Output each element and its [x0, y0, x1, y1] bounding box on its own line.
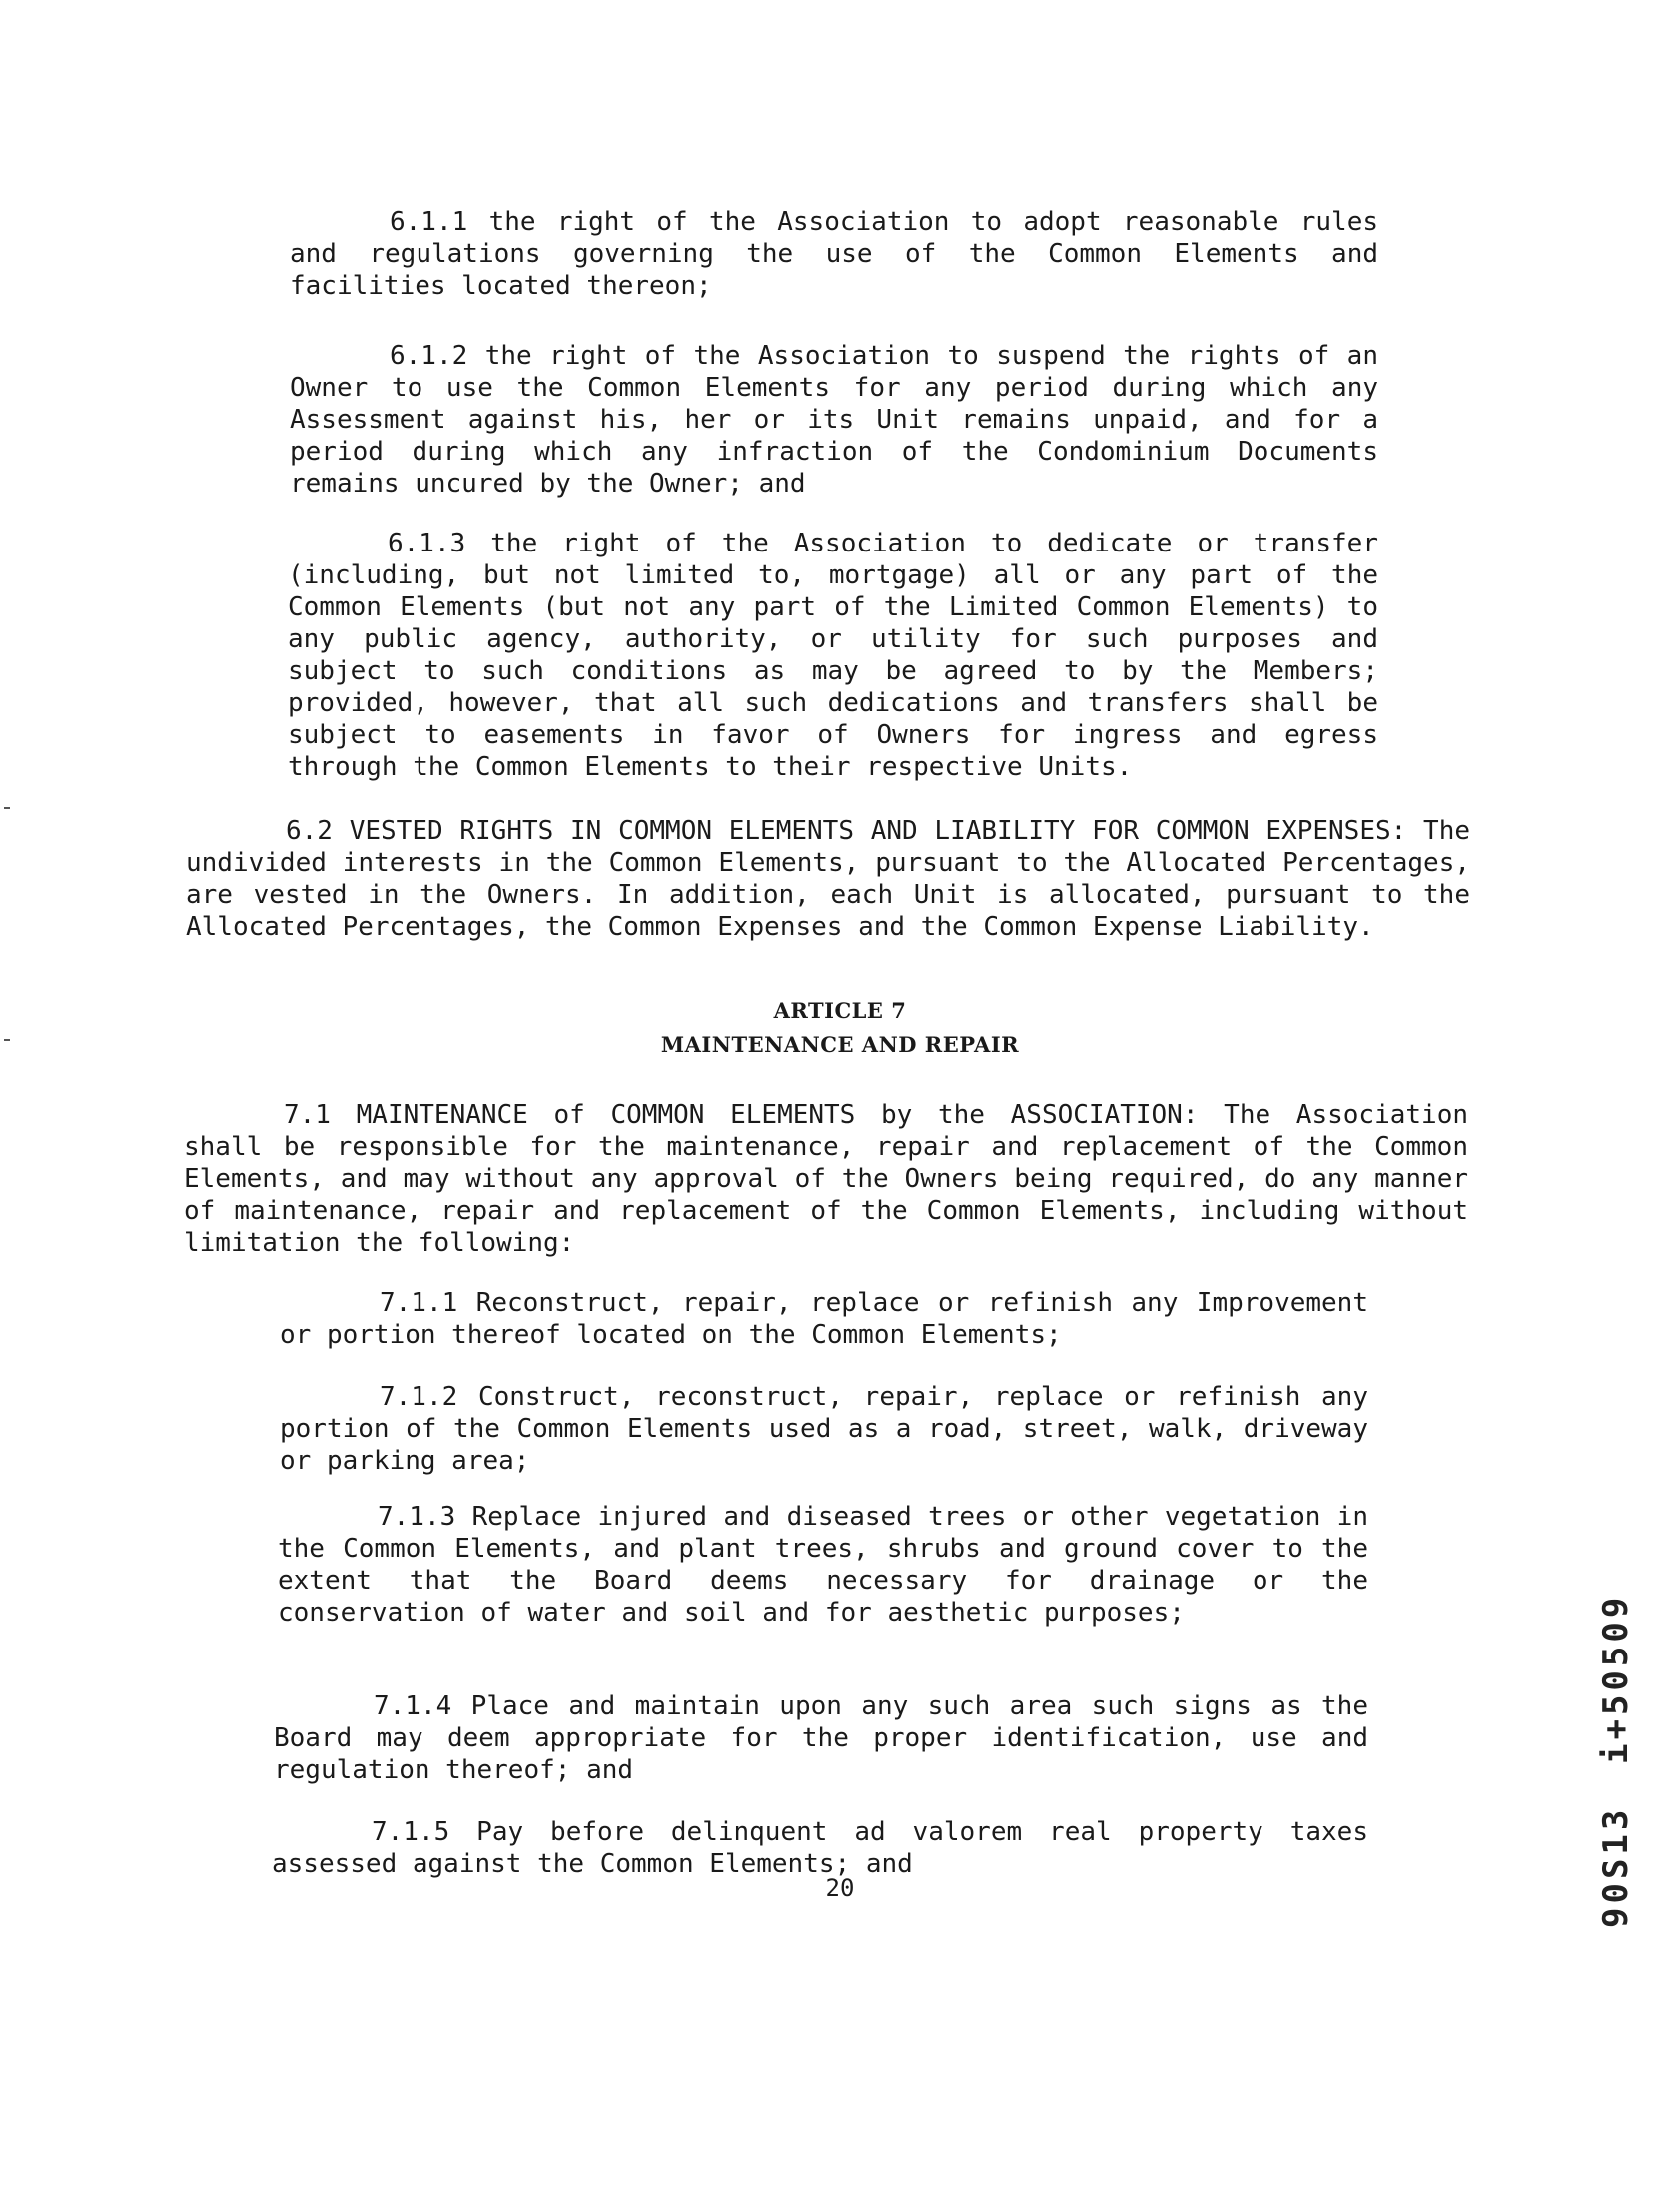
- paragraph-text: 6.1.3 the right of the Association to dedicate or transfer (including, but not limited to, mortgage) all or any part of the Common Elements (but not any part of the Limited Common Elements) to any public agency, authority, or utility for such purposes and subject to such conditions as may be agreed to by the Members; provided, however, that all such dedications and transfers shall be subject to easements in favor of Owners for ingress and egress through the Common Elements to their respective Units.: [288, 529, 1378, 782]
- paragraph-text: 7.1.5 Pay before delinquent ad valorem real property taxes assessed against the Common Elements; and: [272, 1817, 1368, 1879]
- paragraph-7-1-3: [278, 1501, 1368, 1629]
- paragraph-text: 7.1.3 Replace injured and diseased trees or other vegetation in the Common Elements, and plant trees, shrubs and ground cover to the extent that the Board deems necessary for drainage or the conservation of water and soil and for aesthetic purposes;: [278, 1502, 1368, 1628]
- paragraph-6-1-1: [290, 206, 1378, 302]
- paragraph-6-2: [186, 815, 1470, 943]
- side-stamp-upper: i+50509: [1596, 1593, 1636, 1764]
- paragraph-7-1-2: [280, 1381, 1368, 1477]
- paragraph-6-1-2: [290, 340, 1378, 500]
- paragraph-text: 7.1 MAINTENANCE of COMMON ELEMENTS by the ASSOCIATION: The Association shall be responsible for the maintenance, repair and replacement of the Common Elements, and may without any approval of the Owners being required, do any manner of maintenance, repair and replacement of the Common Elements, including without limitation the following:: [184, 1100, 1468, 1258]
- margin-mark: [4, 807, 10, 809]
- paragraph-7-1: [184, 1099, 1468, 1259]
- article-title: MAINTENANCE AND REPAIR: [660, 1032, 1020, 1057]
- paragraph-text: 6.1.1 the right of the Association to adopt reasonable rules and regulations governing the use of the Common Elements and facilities located thereon;: [290, 207, 1378, 301]
- side-stamp-lower: 90S13: [1596, 1805, 1636, 1928]
- paragraph-6-1-3: [288, 528, 1378, 783]
- paragraph-text: 7.1.2 Construct, reconstruct, repair, replace or refinish any portion of the Common Elements used as a road, street, walk, driveway or parking area;: [280, 1382, 1368, 1476]
- paragraph-7-1-5: [272, 1816, 1368, 1880]
- paragraph-7-1-4: [274, 1690, 1368, 1786]
- article-number: ARTICLE 7: [773, 998, 907, 1023]
- paragraph-text: 7.1.1 Reconstruct, repair, replace or refinish any Improvement or portion thereof located on the Common Elements;: [280, 1288, 1368, 1350]
- paragraph-text: 6.2 VESTED RIGHTS IN COMMON ELEMENTS AND LIABILITY FOR COMMON EXPENSES: The undivided interests in the Common Elements, pursuant to the Allocated Percentages, are vested in the Owners. In addition, each Unit is allocated, pursuant to the Allocated Percentages, the Common Expenses and the Common Expense Liability.: [186, 816, 1470, 942]
- paragraph-text: 7.1.4 Place and maintain upon any such area such signs as the Board may deem appropriate for the proper identification, use and regulation thereof; and: [274, 1691, 1368, 1785]
- page-number: 20: [825, 1874, 855, 1902]
- paragraph-text: 6.1.2 the right of the Association to suspend the rights of an Owner to use the Common Elements for any period during which any Assessment against his, her or its Unit remains unpaid, and for a period during which any infraction of the Condominium Documents remains uncured by the Owner; and: [290, 341, 1378, 499]
- paragraph-7-1-1: [280, 1287, 1368, 1351]
